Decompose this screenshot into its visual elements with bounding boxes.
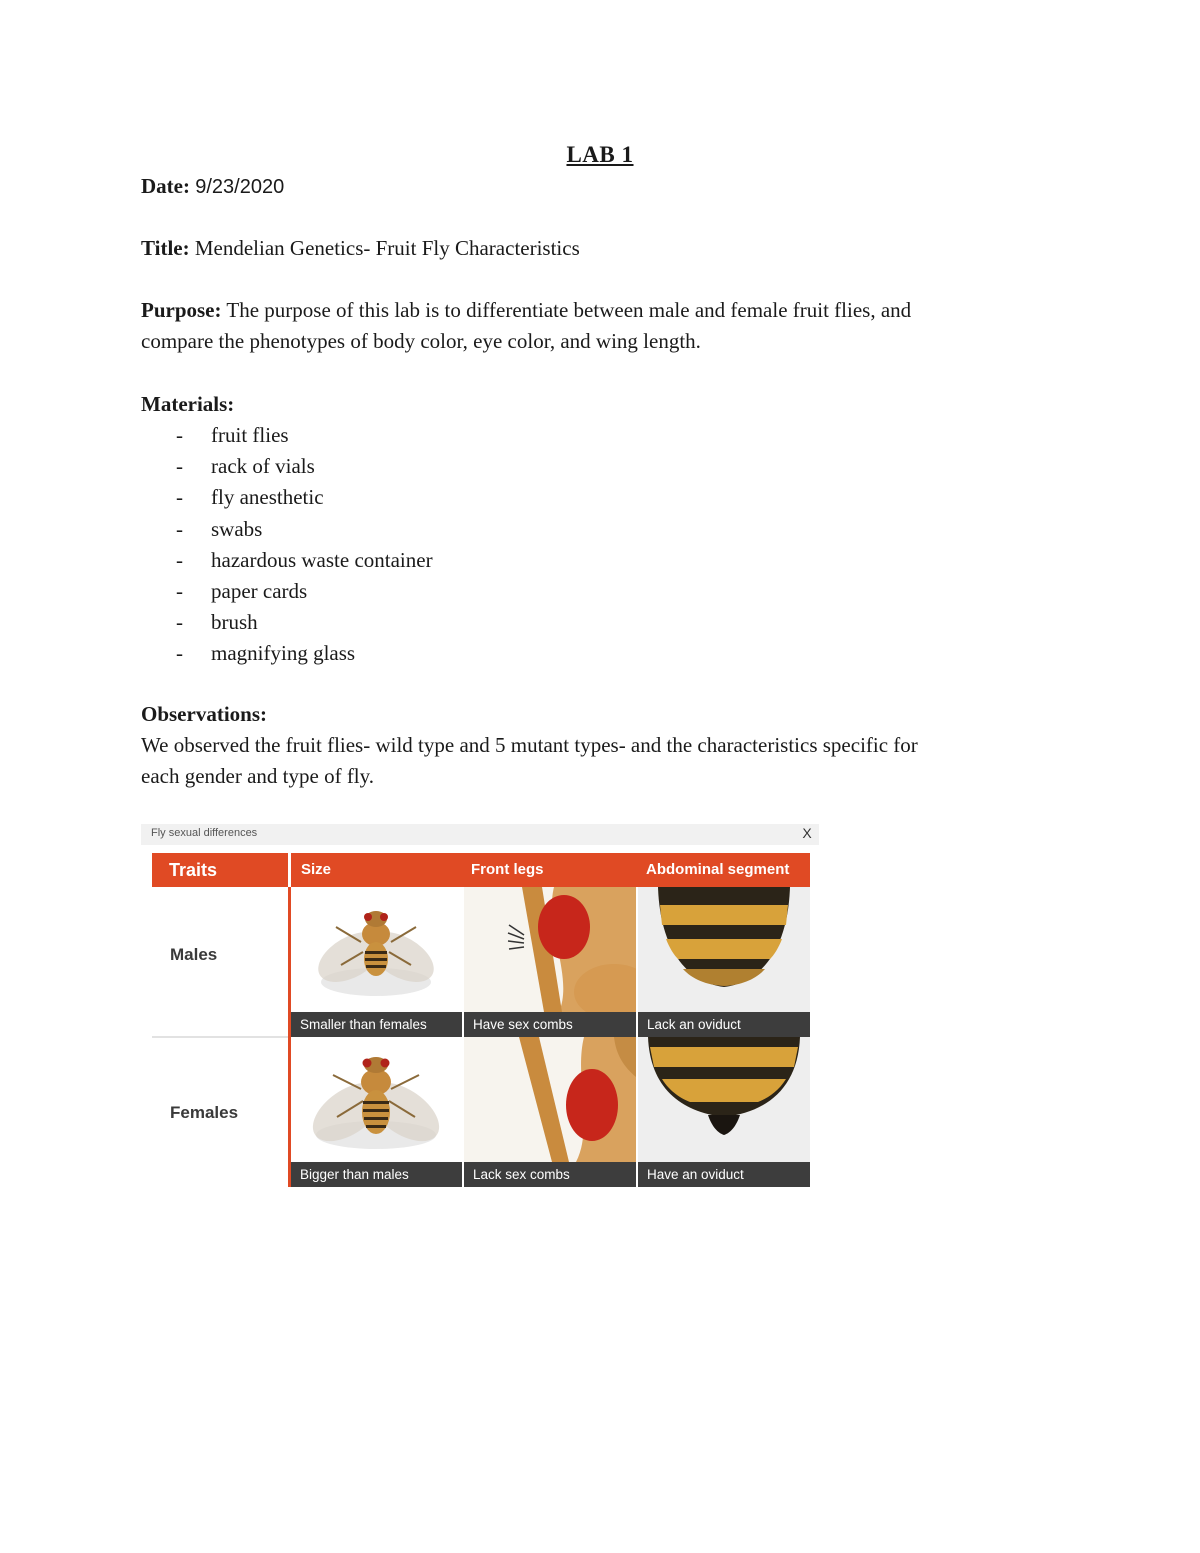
header-size: Size [291, 853, 462, 887]
list-item: - magnifying glass [176, 641, 356, 666]
list-item: - swabs [176, 516, 263, 541]
list-item: - fruit flies [176, 423, 289, 447]
purpose-line-2 [141, 326, 701, 357]
title-label: Title: [141, 236, 190, 260]
observations-line-1: We observed the fruit flies- wild type and 5 mutant types- and the characteristics specific for [141, 733, 918, 757]
header-traits: Traits [152, 853, 288, 887]
fly-leg-icon [464, 887, 636, 1012]
purpose-line-1 [141, 295, 911, 326]
purpose-label: Purpose: [141, 298, 222, 322]
date-label: Date: [141, 174, 190, 198]
observations-heading [141, 699, 267, 730]
caption-bar: Lack sex combs [464, 1162, 636, 1187]
caption-bar: Have sex combs [464, 1012, 636, 1037]
materials-list [176, 420, 433, 670]
row-label-males: Males [170, 945, 218, 964]
title-line [141, 233, 580, 264]
date-value: 9/23/2020 [195, 176, 285, 198]
fly-leg-icon [464, 1037, 636, 1162]
fly-sexual-differences-figure [141, 824, 819, 1190]
purpose-text-1: The purpose of this lab is to differentiate between male and female fruit flies, and [226, 298, 912, 322]
observations-line-2: each gender and type of fly. [141, 764, 375, 788]
abdomen-icon [638, 1037, 810, 1162]
figure-caption: Fly sexual differences [151, 827, 258, 839]
row-label-females: Females [170, 1103, 239, 1122]
fly-icon [291, 1037, 462, 1162]
lab-heading: LAB 1 [566, 142, 634, 167]
male-front-legs-image [464, 887, 636, 1037]
female-abdomen-image [638, 1037, 810, 1187]
header-abdominal-segment: Abdominal segment [636, 853, 810, 887]
date-line [141, 171, 284, 203]
male-size-image [291, 887, 462, 1037]
figure-title-bar [141, 824, 819, 845]
abdomen-icon [638, 887, 810, 1012]
list-item: - paper cards [176, 578, 308, 603]
list-item: - rack of vials [176, 454, 315, 479]
list-item: - hazardous waste container [176, 547, 433, 572]
female-size-image [291, 1037, 462, 1187]
female-front-legs-image [464, 1037, 636, 1187]
observations-label: Observations: [141, 702, 267, 726]
caption-bar: Have an oviduct [638, 1162, 810, 1187]
traits-table [152, 853, 810, 1187]
row-divider [152, 1036, 288, 1038]
fly-icon [291, 887, 462, 1012]
materials-label: Materials: [141, 392, 235, 416]
list-item: - brush [176, 610, 258, 635]
male-abdomen-image [638, 887, 810, 1037]
materials-heading [141, 389, 234, 420]
header-front-legs: Front legs [461, 853, 636, 887]
close-icon[interactable]: X [802, 825, 812, 841]
title-value: Mendelian Genetics- Fruit Fly Characteristics [194, 236, 580, 260]
caption-bar: Smaller than females [291, 1012, 462, 1037]
caption-bar: Bigger than males [291, 1162, 462, 1187]
caption-bar: Lack an oviduct [638, 1012, 810, 1037]
purpose-text-2: compare the phenotypes of body color, eye color, and wing length. [141, 329, 701, 353]
list-item: - fly anesthetic [176, 485, 324, 510]
